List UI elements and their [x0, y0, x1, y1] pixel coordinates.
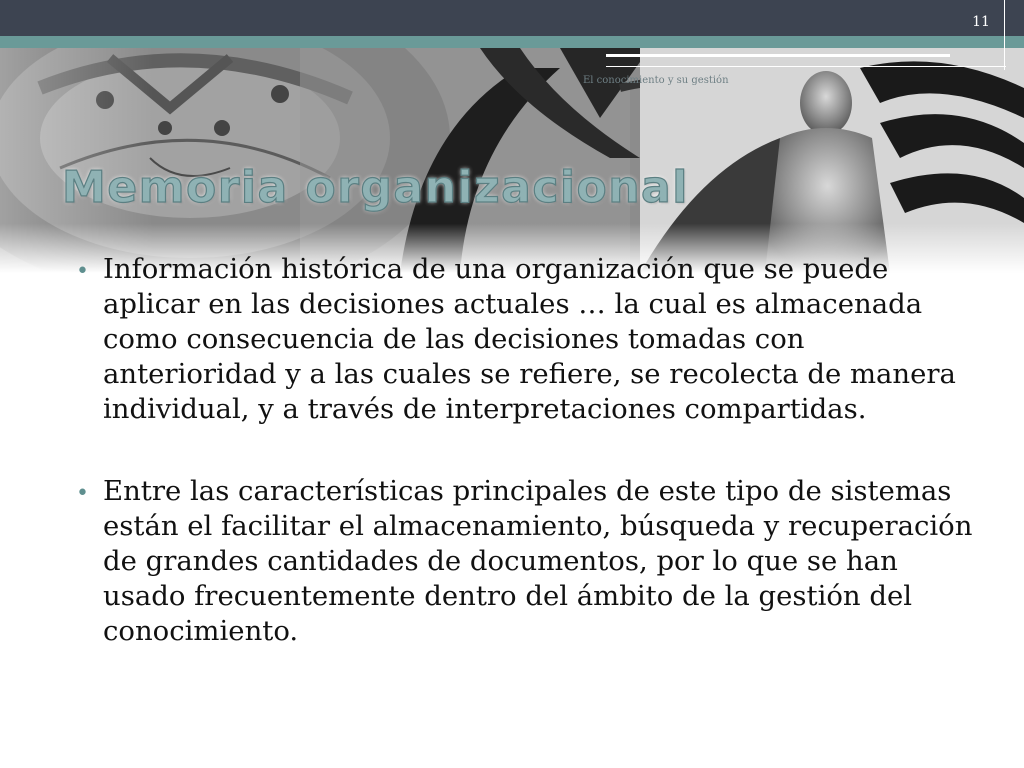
top-bar	[0, 0, 1024, 36]
bullet-item	[76, 252, 976, 427]
decorative-line	[606, 54, 950, 57]
bullet-text: Entre las características principales de este tipo de sistemas están el facilitar el almacenamiento, búsqueda y recuperación de grandes cantidades de documentos, por lo que se han usado frecuentemente dentro del ámbito de la gestión del conocimiento.	[103, 475, 973, 647]
bullet-item	[76, 474, 976, 649]
slide-title: Memoria organizacional	[62, 162, 689, 213]
decorative-divider	[1004, 0, 1005, 70]
bullet-text: Información histórica de una organización que se puede aplicar en las decisiones actuales … la cual es almacenada como consecuencia de las decisiones tomadas con anterioridad y a las cuales se refiere, se recolecta de manera individual, y a través de interpretaciones compartidas.	[103, 253, 956, 425]
accent-bar	[0, 36, 1024, 48]
bullet-list	[76, 252, 976, 649]
decorative-line	[606, 66, 1006, 67]
bullet-icon: •	[76, 481, 89, 506]
slide-subtitle: El conocimiento y su gestión	[583, 75, 729, 86]
header-banner-image	[0, 48, 1024, 273]
slide-number: 11	[972, 14, 990, 30]
bullet-icon: •	[76, 259, 89, 284]
